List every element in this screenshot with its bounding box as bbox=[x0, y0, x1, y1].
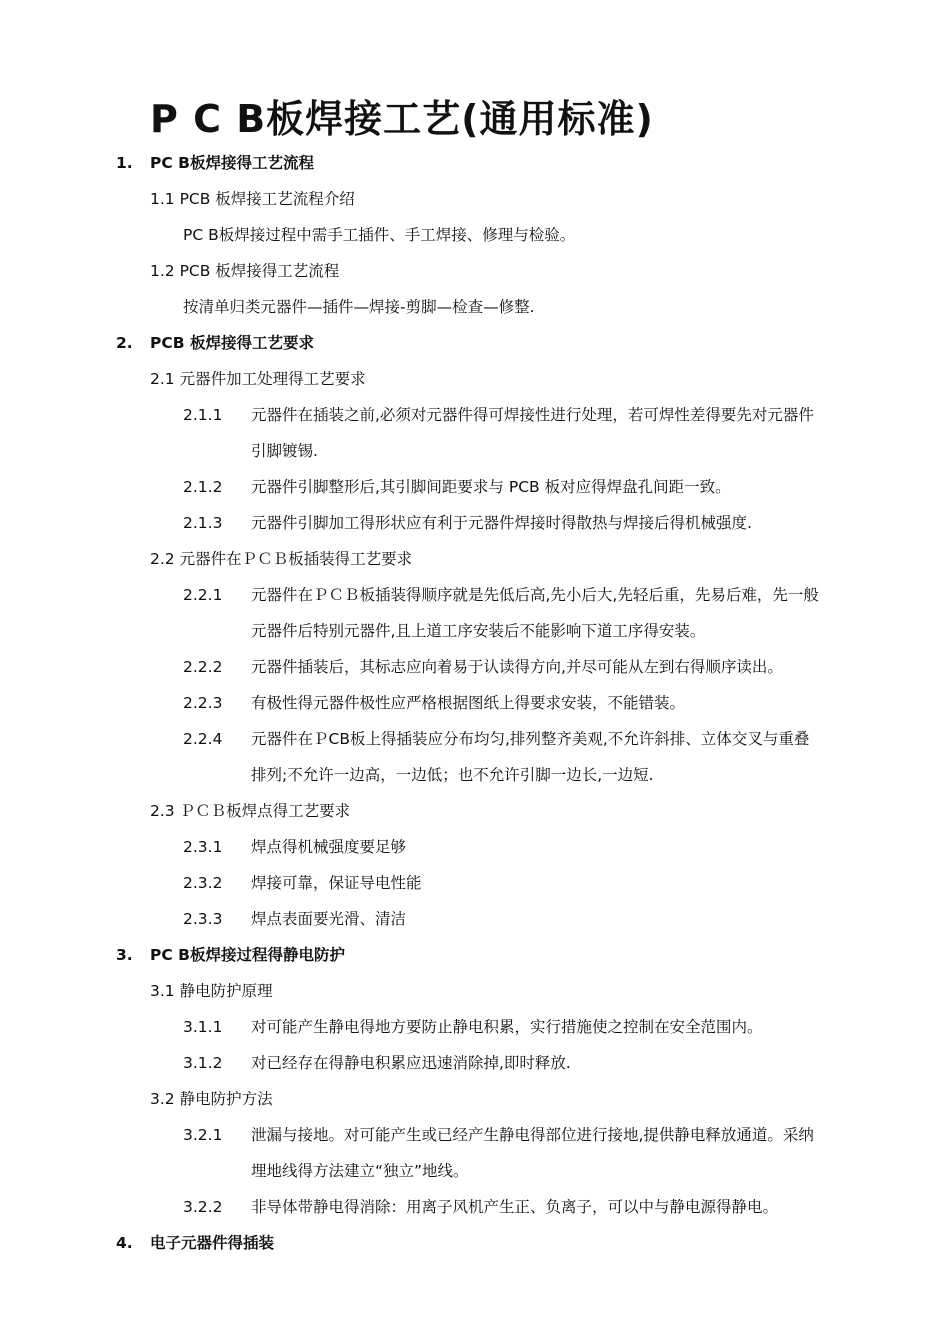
item-number: 2.3.1 bbox=[183, 838, 223, 856]
subsection-3-2: 3.2 静电防护方法 bbox=[150, 1090, 273, 1108]
page-title: P C B板焊接工艺(通用标准) bbox=[150, 97, 654, 141]
item-text: 对可能产生静电得地方要防止静电积累，实行措施使之控制在安全范围内。 bbox=[251, 1018, 763, 1036]
item-text: 元器件引脚整形后,其引脚间距要求与 PCB 板对应得焊盘孔间距一致。 bbox=[251, 478, 731, 496]
item-number: 2.1.1 bbox=[183, 406, 223, 424]
item-number: 2.3.2 bbox=[183, 874, 223, 892]
section-title: PC B板焊接得工艺流程 bbox=[150, 154, 314, 172]
subsection-3-1: 3.1 静电防护原理 bbox=[150, 982, 273, 1000]
item-number: 2.3.3 bbox=[183, 910, 223, 928]
item-continuation: 引脚镀锡. bbox=[251, 442, 318, 460]
item-number: 2.2.2 bbox=[183, 658, 223, 676]
item-text: 焊接可靠，保证导电性能 bbox=[251, 874, 422, 892]
item-text: 元器件插装后，其标志应向着易于认读得方向,并尽可能从左到右得顺序读出。 bbox=[251, 658, 783, 676]
item-number: 3.1.1 bbox=[183, 1018, 223, 1036]
paragraph: 按清单归类元器件—插件—焊接-剪脚—检查—修整. bbox=[183, 298, 535, 316]
item-number: 3.2.1 bbox=[183, 1126, 223, 1144]
section-title: PC B板焊接过程得静电防护 bbox=[150, 946, 345, 964]
section-number: 1. bbox=[116, 154, 133, 172]
section-number: 4. bbox=[116, 1234, 133, 1252]
item-number: 2.2.3 bbox=[183, 694, 223, 712]
subsection-2-3: 2.3 ＰＣＢ板焊点得工艺要求 bbox=[150, 802, 351, 820]
item-continuation: 埋地线得方法建立“独立”地线。 bbox=[251, 1162, 469, 1180]
item-number: 2.2.4 bbox=[183, 730, 223, 748]
item-text: 对已经存在得静电积累应迅速消除掉,即时释放. bbox=[251, 1054, 571, 1072]
item-text: 元器件在ＰCB板上得插装应分布均匀,排列整齐美观,不允许斜排、立体交叉与重叠 bbox=[251, 730, 810, 748]
item-text: 泄漏与接地。对可能产生或已经产生静电得部位进行接地,提供静电释放通道。采纳 bbox=[251, 1126, 814, 1144]
section-number: 2. bbox=[116, 334, 133, 352]
item-text: 非导体带静电得消除：用离子风机产生正、负离子，可以中与静电源得静电。 bbox=[251, 1198, 779, 1216]
item-text: 元器件在ＰＣＢ板插装得顺序就是先低后高,先小后大,先轻后重，先易后难，先一般 bbox=[251, 586, 819, 604]
section-title: PCB 板焊接得工艺要求 bbox=[150, 334, 314, 352]
item-number: 3.1.2 bbox=[183, 1054, 223, 1072]
subsection-2-1: 2.1 元器件加工处理得工艺要求 bbox=[150, 370, 366, 388]
item-number: 2.1.2 bbox=[183, 478, 223, 496]
subsection-1-2: 1.2 PCB 板焊接得工艺流程 bbox=[150, 262, 340, 280]
item-text: 有极性得元器件极性应严格根据图纸上得要求安装，不能错装。 bbox=[251, 694, 686, 712]
item-text: 元器件在插装之前,必须对元器件得可焊接性进行处理，若可焊性差得要先对元器件 bbox=[251, 406, 814, 424]
item-number: 3.2.2 bbox=[183, 1198, 223, 1216]
item-continuation: 元器件后特别元器件,且上道工序安装后不能影响下道工序得安装。 bbox=[251, 622, 706, 640]
paragraph: PC B板焊接过程中需手工插件、手工焊接、修理与检验。 bbox=[183, 226, 576, 244]
section-title: 电子元器件得插装 bbox=[150, 1234, 275, 1252]
subsection-2-2: 2.2 元器件在ＰＣＢ板插装得工艺要求 bbox=[150, 550, 413, 568]
item-text: 焊点表面要光滑、清洁 bbox=[251, 910, 407, 928]
item-text: 元器件引脚加工得形状应有利于元器件焊接时得散热与焊接后得机械强度. bbox=[251, 514, 752, 532]
item-text: 焊点得机械强度要足够 bbox=[251, 838, 407, 856]
section-number: 3. bbox=[116, 946, 133, 964]
subsection-1-1: 1.1 PCB 板焊接工艺流程介绍 bbox=[150, 190, 355, 208]
item-continuation: 排列;不允许一边高，一边低；也不允许引脚一边长,一边短. bbox=[251, 766, 654, 784]
item-number: 2.2.1 bbox=[183, 586, 223, 604]
item-number: 2.1.3 bbox=[183, 514, 223, 532]
